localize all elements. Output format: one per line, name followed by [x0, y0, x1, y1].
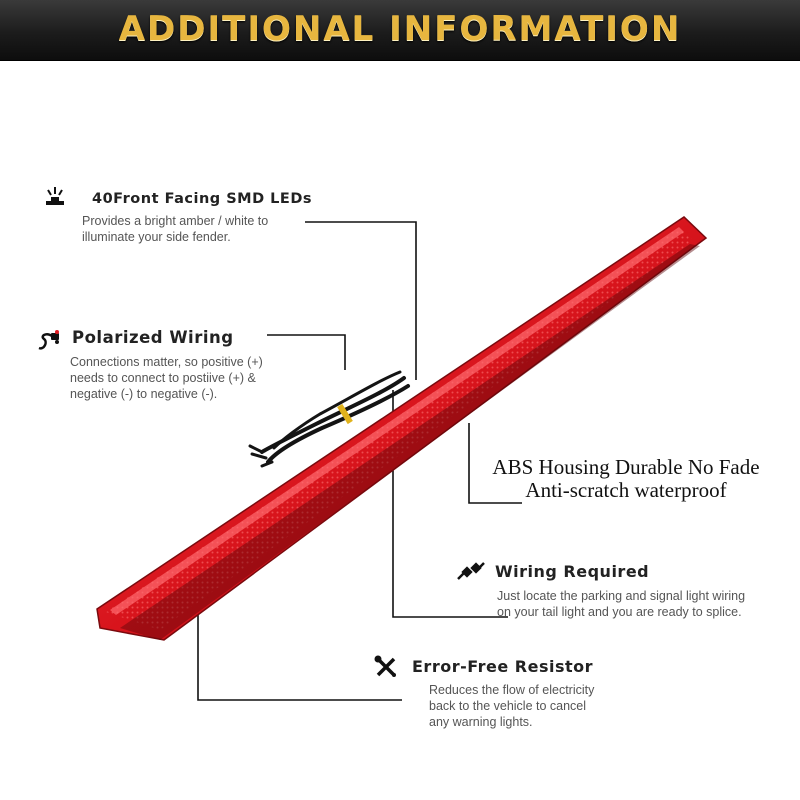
feature-desc-resistor-line2: back to the vehicle to cancel	[429, 699, 587, 713]
callout-line-leds	[305, 222, 416, 380]
feature-desc-leds-line2: illuminate your side fender.	[82, 230, 231, 244]
feature-desc-resistor-line3: any warning lights.	[429, 715, 533, 729]
feature-desc-resistor-line1: Reduces the flow of electricity	[429, 683, 595, 697]
wiring-plug-icon	[36, 328, 62, 352]
led-light-icon	[44, 186, 66, 206]
feature-title-leds: 40Front Facing SMD LEDs	[92, 191, 312, 207]
feature-desc-polarized-line3: negative (-) to negative (-).	[70, 387, 218, 401]
feature-desc-polarized-line2: needs to connect to postiive (+) &	[70, 371, 256, 385]
header-title: ADDITIONAL INFORMATION	[118, 9, 682, 49]
feature-desc-leds-line1: Provides a bright amber / white to	[82, 214, 269, 228]
feature-desc-wiring-line1: Just locate the parking and signal light wiring	[497, 589, 746, 603]
abs-housing-text	[478, 456, 774, 502]
wrench-screwdriver-icon	[374, 655, 398, 679]
callout-line-polarized	[267, 335, 345, 370]
abs-housing-line1: ABS Housing Durable No Fade	[492, 455, 760, 479]
feature-title-wiring-required: Wiring Required	[495, 562, 650, 581]
abs-housing-line2: Anti-scratch waterproof	[525, 478, 727, 502]
plug-connector-icon	[456, 561, 486, 583]
feature-desc-polarized-line1: Connections matter, so positive (+)	[70, 355, 263, 369]
feature-title-resistor: Error-Free Resistor	[412, 657, 594, 676]
feature-title-polarized: Polarized Wiring	[72, 328, 234, 347]
feature-desc-wiring-line2: on your tail light and you are ready to splice.	[497, 605, 742, 619]
